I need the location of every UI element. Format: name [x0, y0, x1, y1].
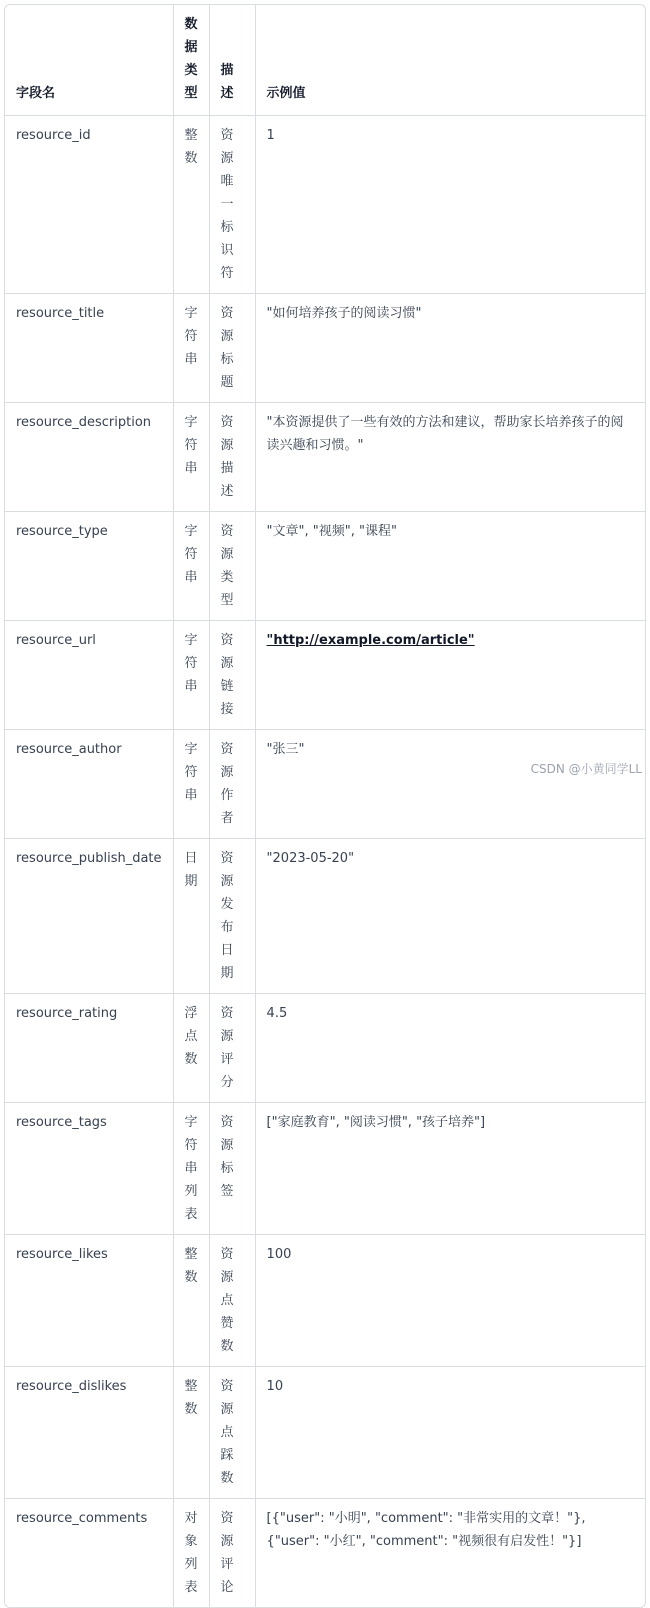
field-name-cell: resource_description [5, 403, 174, 512]
example-url-link[interactable]: "http://example.com/article" [266, 633, 475, 648]
example-cell: 4.5 [256, 994, 645, 1103]
example-cell: "本资源提供了一些有效的方法和建议，帮助家长培养孩子的阅读兴趣和习惯。" [256, 403, 645, 512]
field-name-cell: resource_type [5, 512, 174, 621]
data-type-cell: 字符串 [174, 294, 210, 403]
description-cell: 资源链接 [210, 621, 256, 730]
data-type-cell: 浮点数 [174, 994, 210, 1103]
description-cell: 资源描述 [210, 403, 256, 512]
table-row [5, 839, 645, 994]
data-type-cell: 字符串 [174, 403, 210, 512]
description-cell: 资源作者 [210, 730, 256, 839]
example-cell: "文章", "视频", "课程" [256, 512, 645, 621]
example-cell: "如何培养孩子的阅读习惯" [256, 294, 645, 403]
example-cell: "张三" [256, 730, 645, 839]
description-cell: 资源标签 [210, 1103, 256, 1235]
header-data-type: 数据类型 [174, 5, 210, 116]
field-name-cell: resource_title [5, 294, 174, 403]
description-cell: 资源点踩数 [210, 1367, 256, 1499]
description-cell: 资源标题 [210, 294, 256, 403]
table-row [5, 621, 645, 730]
description-cell: 资源评分 [210, 994, 256, 1103]
description-cell: 资源点赞数 [210, 1235, 256, 1367]
header-field-name: 字段名 [5, 5, 174, 116]
field-name-cell: resource_author [5, 730, 174, 839]
field-name-cell: resource_url [5, 621, 174, 730]
table-row [5, 1235, 645, 1367]
header-example: 示例值 [256, 5, 645, 116]
example-cell: 100 [256, 1235, 645, 1367]
table-row [5, 403, 645, 512]
data-type-cell: 字符串 [174, 621, 210, 730]
data-type-cell: 对象列表 [174, 1499, 210, 1607]
header-row [5, 5, 645, 116]
table-row [5, 730, 645, 839]
field-name-cell: resource_rating [5, 994, 174, 1103]
data-type-cell: 字符串 [174, 512, 210, 621]
data-type-cell: 整数 [174, 1235, 210, 1367]
data-type-cell: 日期 [174, 839, 210, 994]
csdn-watermark: CSDN @小黄同学LL [530, 762, 642, 776]
table-row [5, 116, 645, 294]
field-name-cell: resource_comments [5, 1499, 174, 1607]
table-row [5, 294, 645, 403]
description-cell: 资源评论 [210, 1499, 256, 1607]
header-description: 描述 [210, 5, 256, 116]
data-type-cell: 整数 [174, 1367, 210, 1499]
description-cell: 资源类型 [210, 512, 256, 621]
description-cell: 资源唯一标识符 [210, 116, 256, 294]
description-cell: 资源发布日期 [210, 839, 256, 994]
schema-table [4, 4, 646, 1608]
data-type-cell: 字符串列表 [174, 1103, 210, 1235]
table-row [5, 512, 645, 621]
field-name-cell: resource_publish_date [5, 839, 174, 994]
example-cell: "2023-05-20" [256, 839, 645, 994]
data-type-cell: 整数 [174, 116, 210, 294]
field-name-cell: resource_tags [5, 1103, 174, 1235]
field-name-cell: resource_likes [5, 1235, 174, 1367]
table-row [5, 994, 645, 1103]
data-type-cell: 字符串 [174, 730, 210, 839]
example-cell [256, 621, 645, 730]
example-cell: 10 [256, 1367, 645, 1499]
example-cell: [{"user": "小明", "comment": "非常实用的文章！"}, {"user": "小红", "comment": "视频很有启发性！"}] [266, 1511, 586, 1549]
example-cell: ["家庭教育", "阅读习惯", "孩子培养"] [256, 1103, 645, 1235]
example-cell: 1 [256, 116, 645, 294]
table-row [5, 1367, 645, 1499]
table-row [5, 1499, 645, 1607]
table-row [5, 1103, 645, 1235]
field-name-cell: resource_dislikes [5, 1367, 174, 1499]
field-name-cell: resource_id [5, 116, 174, 294]
